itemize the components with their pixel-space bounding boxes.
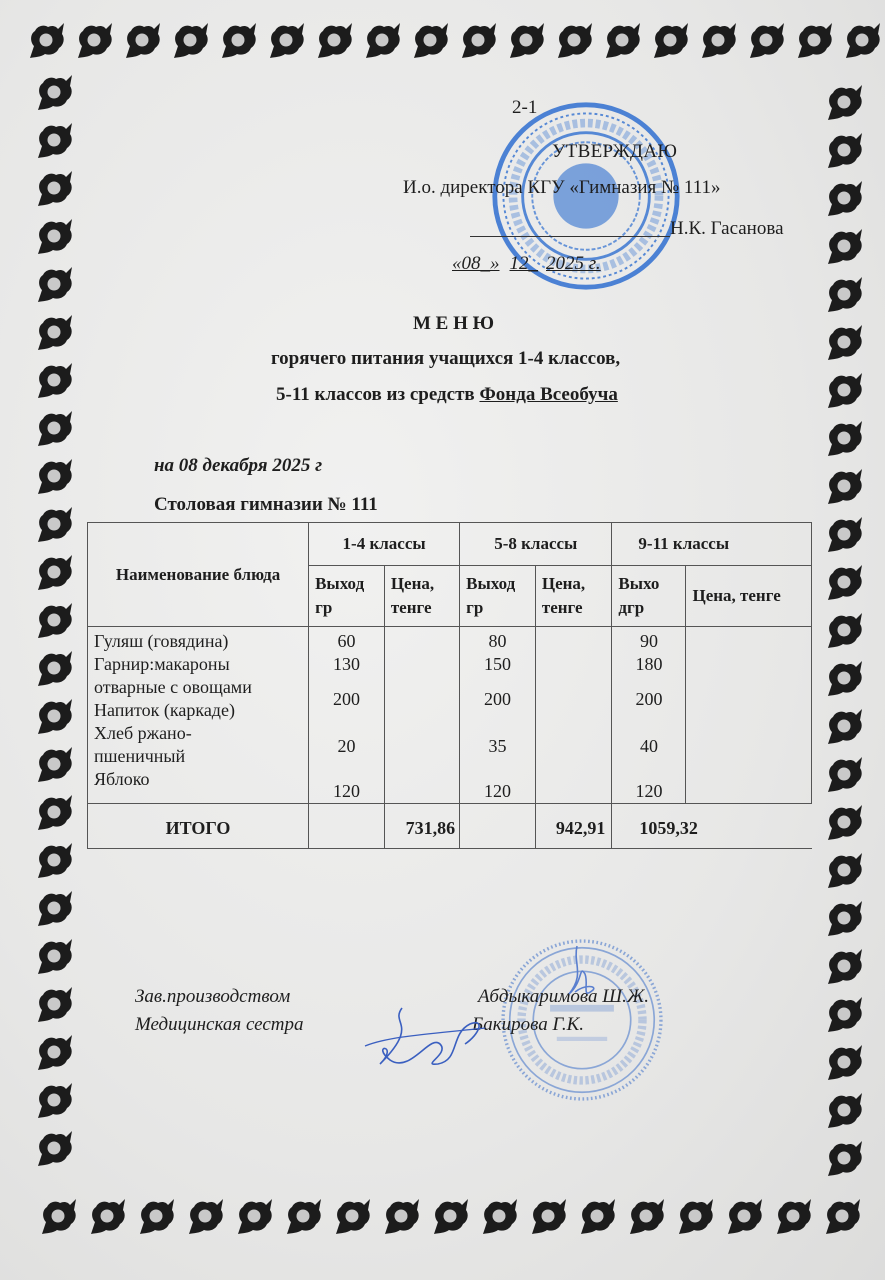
total-output-5-8 [460,804,536,849]
ornament-icon [822,754,864,796]
approval-date-year: 2025 г. [546,253,601,274]
output-value: 200 [332,689,360,709]
total-output-1-4 [309,804,385,849]
header-group-5-8: 5-8 классы [460,523,612,566]
total-label: ИТОГО [88,804,309,849]
header-price-5-8: Цена, тенге [535,566,612,627]
menu-table [87,522,812,849]
subtitle-prefix: 5-11 классов из средств [276,384,480,405]
dish-line: Напиток (каркаде) [94,700,235,720]
price-1-4-cell [384,627,459,804]
ornament-icon [822,610,864,652]
menu-date: на 08 декабря 2025 г [154,455,323,476]
price-5-8-cell [535,627,612,804]
ornament-icon [822,802,864,844]
approval-title: УТВЕРЖДАЮ [552,141,678,162]
total-price-1-4: 731,86 [384,804,459,849]
ornament-icon [822,850,864,892]
ornament-icon [822,514,864,556]
header-output-5-8: Выход гр [460,566,536,627]
ornament-icon [822,418,864,460]
output-value: 80 [488,631,507,651]
menu-subtitle-line1: горячего питания учащихся 1-4 классов, [271,348,621,369]
dish-line: Гуляш (говядина) [94,631,229,651]
ornament-icon [822,658,864,700]
header-group-1-4: 1-4 классы [309,523,460,566]
header-group-9-11: 9-11 классы [612,523,812,566]
dish-names-cell [88,627,309,804]
output-5-8-cell [460,627,536,804]
ornament-icon [822,706,864,748]
dish-line: Яблоко [94,769,150,789]
total-price-9-11: 1059,32 [612,804,812,849]
ornament-border-right [822,82,864,1180]
output-value: 200 [483,689,511,709]
output-value: 120 [483,781,511,801]
header-price-1-4: Цена, тенге [384,566,459,627]
dish-line: Гарнир:макароны [94,654,230,674]
dish-line: отварные с овощами [94,677,252,697]
output-value: 180 [635,654,663,674]
ornament-icon [822,898,864,940]
ornament-icon [822,274,864,316]
output-value: 200 [635,689,663,709]
output-1-4-cell [309,627,385,804]
dish-line: пшеничный [94,746,186,766]
menu-title: М Е Н Ю [413,313,495,334]
signature-name-nurse: Бакирова Г.К. [472,1014,584,1035]
dish-line: Хлеб ржано- [94,723,192,743]
handwritten-signature-production [555,944,605,1014]
table-body-row [88,627,812,804]
output-value: 20 [337,736,356,756]
output-value: 120 [332,781,360,801]
ornament-icon [822,82,864,124]
output-value: 90 [639,631,658,651]
ornament-icon [822,226,864,268]
header-output-1-4: Выход гр [309,566,385,627]
fund-name: Фонда Всеобуча [479,384,618,405]
total-row [88,804,812,849]
approval-date-day: «08_» [452,253,500,274]
approval-signatory: Н.К. Гасанова [670,218,784,239]
header-dish-name: Наименование блюда [88,523,309,627]
handwritten-signature-nurse [360,1004,490,1074]
price-9-11-cell [686,627,812,804]
ornament-icon [822,946,864,988]
ornament-icon [822,1138,864,1180]
header-output-9-11: Выхо дгр [612,566,686,627]
output-value: 60 [337,631,356,651]
total-price-5-8: 942,91 [535,804,612,849]
signature-name-production: Абдыкаримова Ш.Ж. [478,986,649,1007]
signature-role-nurse: Медицинская сестра [135,1014,304,1035]
ornament-icon [822,370,864,412]
output-value: 150 [483,654,511,674]
output-value: 40 [639,736,658,756]
output-value: 120 [635,781,663,801]
ornament-icon [840,20,882,62]
output-9-11-cell [612,627,686,804]
ornament-icon [822,322,864,364]
ornament-icon [822,178,864,220]
ornament-icon [822,562,864,604]
approval-date-month: 12_ [509,253,538,274]
output-value: 130 [332,654,360,674]
canteen-name: Столовая гимназии № 111 [154,494,378,515]
output-value: 35 [488,736,507,756]
ornament-icon [822,466,864,508]
header-price-9-11: Цена, тенге [686,566,812,627]
signature-role-production: Зав.производством [135,986,291,1007]
ornament-icon [822,1042,864,1084]
ornament-icon [822,1090,864,1132]
page-number: 2-1 [512,97,538,118]
ornament-icon [822,994,864,1036]
approval-position: И.о. директора КГУ «Гимназия № 111» [403,177,721,198]
ornament-icon [820,1196,862,1238]
ornament-icon [822,130,864,172]
